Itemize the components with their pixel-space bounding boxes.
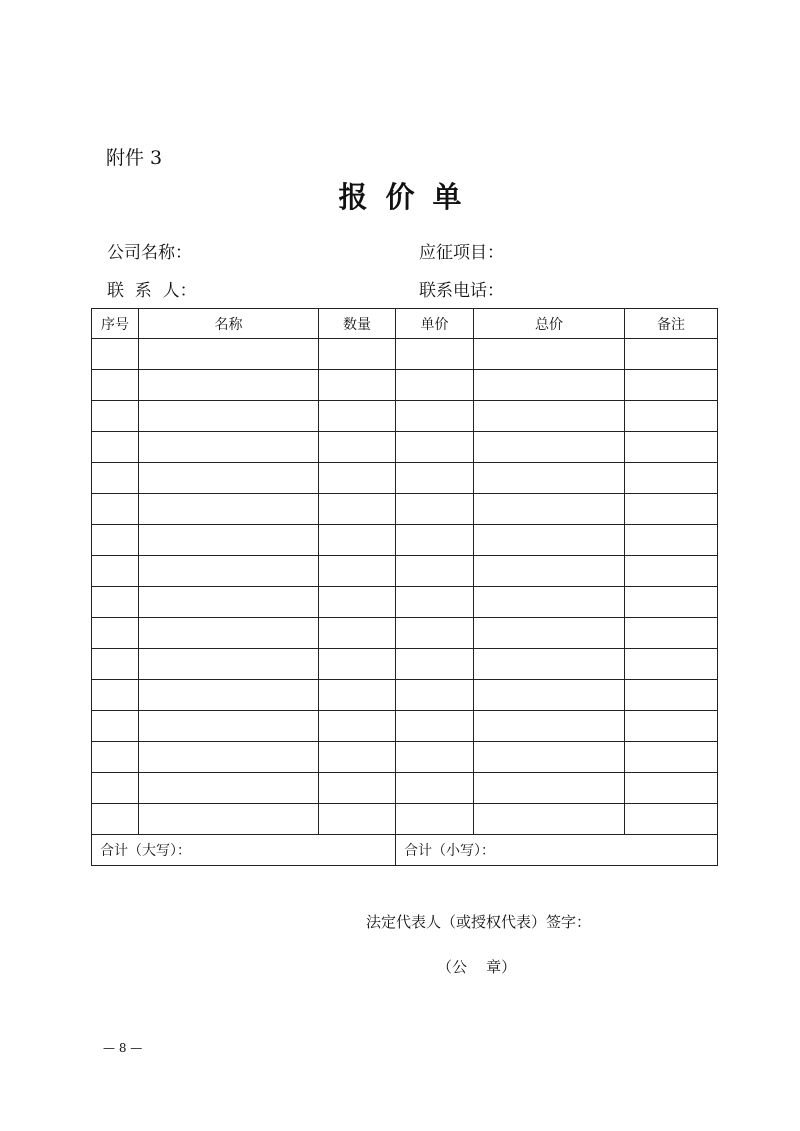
table-cell [396, 804, 474, 835]
table-cell [92, 742, 139, 773]
table-body [92, 339, 718, 835]
table-cell [92, 773, 139, 804]
table-cell [396, 463, 474, 494]
table-row [92, 339, 718, 370]
table-cell [139, 339, 319, 370]
table-cell [319, 525, 396, 556]
table-cell [396, 556, 474, 587]
table-cell [139, 525, 319, 556]
table-cell [319, 432, 396, 463]
table-cell [474, 804, 625, 835]
table-cell [319, 618, 396, 649]
table-cell [139, 773, 319, 804]
table-cell [396, 494, 474, 525]
table-cell [139, 680, 319, 711]
table-cell [319, 773, 396, 804]
table-cell [474, 525, 625, 556]
table-cell [474, 432, 625, 463]
table-cell [625, 556, 718, 587]
table-cell [139, 370, 319, 401]
quote-table [91, 308, 718, 866]
table-cell [396, 401, 474, 432]
table-row [92, 680, 718, 711]
table-cell [474, 773, 625, 804]
table-cell [92, 370, 139, 401]
table-cell [92, 711, 139, 742]
table-cell [139, 649, 319, 680]
table-cell [474, 742, 625, 773]
table-cell [474, 711, 625, 742]
total-row [92, 835, 718, 866]
column-header-index: 序号 [92, 309, 139, 339]
table-cell [319, 494, 396, 525]
table-cell [625, 432, 718, 463]
table-cell [625, 370, 718, 401]
column-header-remarks: 备注 [625, 309, 718, 339]
table-cell [474, 556, 625, 587]
table-cell [92, 649, 139, 680]
table-cell [396, 711, 474, 742]
table-cell [625, 339, 718, 370]
signature-label: 法定代表人（或授权代表）签字： [366, 913, 592, 931]
table-cell [625, 711, 718, 742]
table-cell [139, 804, 319, 835]
table-cell [139, 463, 319, 494]
page-number: — 8 — [103, 1041, 143, 1055]
table-cell [139, 711, 319, 742]
table-cell [625, 587, 718, 618]
table-cell [396, 742, 474, 773]
table-cell [92, 804, 139, 835]
table-cell [474, 587, 625, 618]
table-cell [396, 587, 474, 618]
table-cell [139, 401, 319, 432]
table-cell [319, 401, 396, 432]
table-cell [625, 680, 718, 711]
table-cell [92, 401, 139, 432]
column-header-unit-price: 单价 [396, 309, 474, 339]
table-cell [625, 618, 718, 649]
table-cell [139, 556, 319, 587]
table-cell [319, 711, 396, 742]
table-row [92, 773, 718, 804]
table-cell [139, 618, 319, 649]
table-row [92, 711, 718, 742]
table-cell [396, 525, 474, 556]
table-cell [319, 587, 396, 618]
table-cell [92, 432, 139, 463]
company-name-label: 公司名称： [107, 243, 192, 263]
table-cell [625, 401, 718, 432]
table-row [92, 649, 718, 680]
table-cell [474, 618, 625, 649]
table-row [92, 804, 718, 835]
table-cell [396, 432, 474, 463]
table-cell [319, 370, 396, 401]
table-cell [92, 556, 139, 587]
table-cell [396, 618, 474, 649]
table-cell [319, 463, 396, 494]
attachment-label: 附件 3 [106, 147, 163, 169]
table-cell [396, 370, 474, 401]
page-title: 报价单 [338, 180, 480, 214]
table-row [92, 556, 718, 587]
table-cell [319, 680, 396, 711]
table-cell [92, 680, 139, 711]
column-header-quantity: 数量 [319, 309, 396, 339]
contact-phone-label: 联系电话： [419, 281, 504, 301]
table-cell [625, 463, 718, 494]
table-cell [474, 339, 625, 370]
table-cell [319, 649, 396, 680]
table-cell [625, 742, 718, 773]
table-cell [625, 494, 718, 525]
table-row [92, 494, 718, 525]
table-row [92, 742, 718, 773]
table-cell [625, 525, 718, 556]
table-cell [319, 804, 396, 835]
table-cell [625, 773, 718, 804]
table-row [92, 587, 718, 618]
table-cell [139, 494, 319, 525]
table-cell [92, 494, 139, 525]
table-cell [319, 339, 396, 370]
column-header-name: 名称 [139, 309, 319, 339]
table-cell [396, 680, 474, 711]
table-row [92, 370, 718, 401]
table-cell [474, 680, 625, 711]
table-cell [139, 742, 319, 773]
table-row [92, 432, 718, 463]
table-header-row [92, 309, 718, 339]
table-cell [92, 618, 139, 649]
table-cell [474, 649, 625, 680]
table-cell [625, 649, 718, 680]
table-row [92, 525, 718, 556]
table-cell [396, 339, 474, 370]
table-cell [92, 339, 139, 370]
table-cell [139, 587, 319, 618]
table-cell [396, 649, 474, 680]
total-lowercase-cell: 合计（小写）： [396, 835, 718, 866]
table-cell [474, 370, 625, 401]
table-cell [319, 556, 396, 587]
table-cell [92, 463, 139, 494]
table-cell [474, 463, 625, 494]
total-uppercase-cell: 合计（大写）： [92, 835, 396, 866]
table-cell [474, 401, 625, 432]
table-cell [474, 494, 625, 525]
table-row [92, 618, 718, 649]
table-cell [319, 742, 396, 773]
table-cell [396, 773, 474, 804]
table-cell [625, 804, 718, 835]
table-row [92, 401, 718, 432]
official-seal-label: （公 章） [437, 958, 517, 976]
contact-person-label: 联 系 人： [107, 281, 197, 301]
table-cell [92, 525, 139, 556]
table-row [92, 463, 718, 494]
table-cell [139, 432, 319, 463]
column-header-total-price: 总价 [474, 309, 625, 339]
table-cell [92, 587, 139, 618]
project-label: 应征项目： [419, 243, 504, 263]
